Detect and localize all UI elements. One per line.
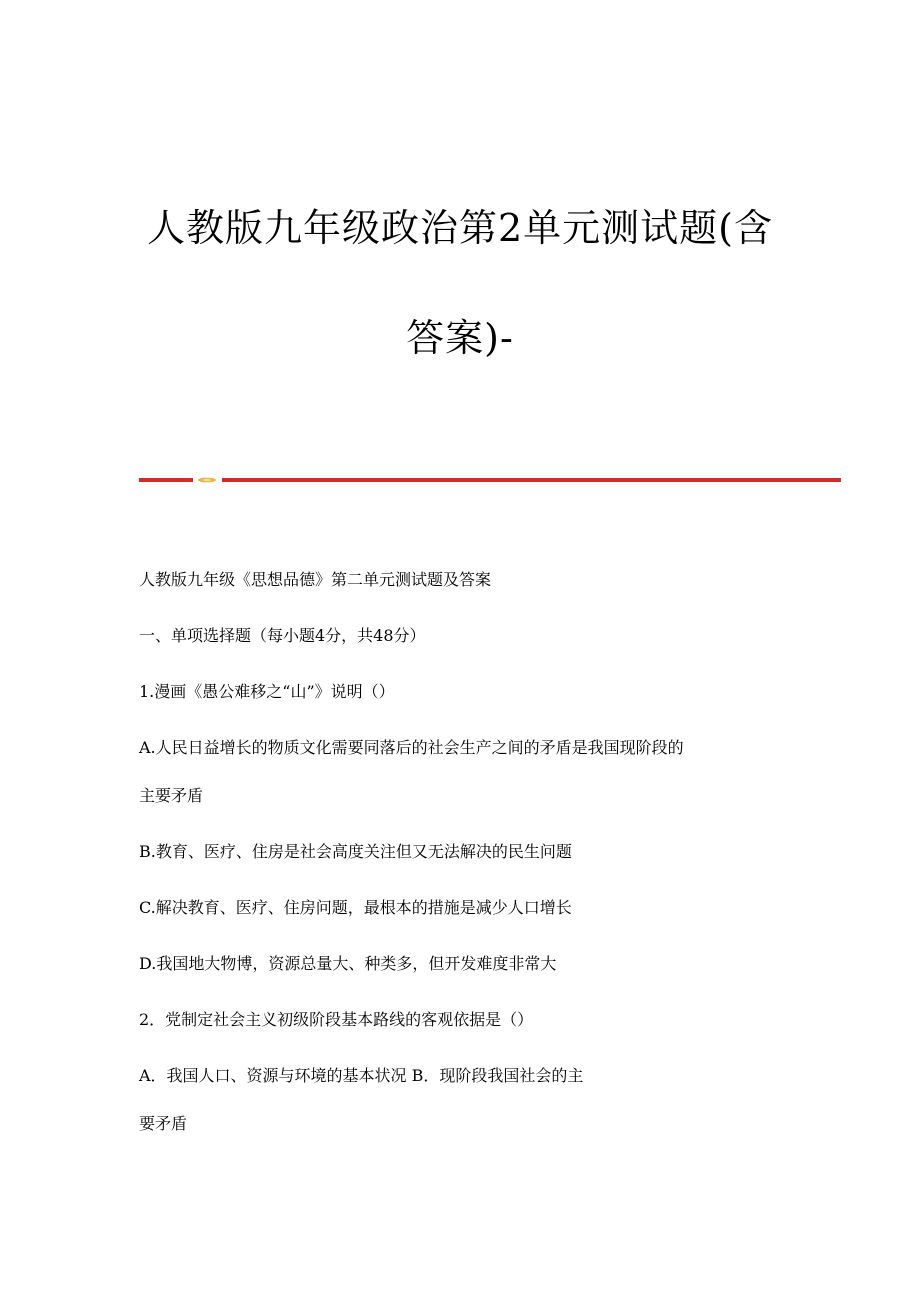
title-line-2: 答案)- [406, 316, 514, 360]
decorative-divider [139, 477, 841, 483]
document-subtitle: 人教版九年级《思想品德》第二单元测试题及答案 [139, 570, 492, 589]
question-2-stem: 2．党制定社会主义初级阶段基本路线的客观依据是（） [139, 1010, 534, 1029]
question-1-option-a-line1: A.人民日益增长的物质文化需要同落后的社会生产之间的矛盾是我国现阶段的 [139, 738, 684, 757]
document-title [0, 200, 920, 366]
question-2-options-line1: A．我国人口、资源与环境的基本状况 B．现阶段我国社会的主 [139, 1066, 584, 1085]
question-1-option-b: B.教育、医疗、住房是社会高度关注但又无法解决的民生问题 [139, 842, 572, 861]
section-heading: 一、单项选择题（每小题4分，共48分） [139, 626, 426, 645]
divider-bar-left [139, 478, 193, 482]
question-1-option-d: D.我国地大物博，资源总量大、种类多，但开发难度非常大 [139, 954, 557, 973]
divider-ornament-icon [197, 477, 217, 483]
question-1-option-c: C.解决教育、医疗、住房问题，最根本的措施是减少人口增长 [139, 898, 572, 917]
question-2-options-line2: 要矛盾 [139, 1114, 188, 1133]
question-1-stem: 1.漫画《愚公难移之“山”》说明（） [139, 682, 395, 701]
document-body [139, 566, 799, 1138]
title-line-1: 人教版九年级政治第2单元测试题(含 [146, 206, 773, 250]
divider-bar-right [222, 478, 841, 482]
question-1-option-a-line2: 主要矛盾 [139, 786, 204, 805]
